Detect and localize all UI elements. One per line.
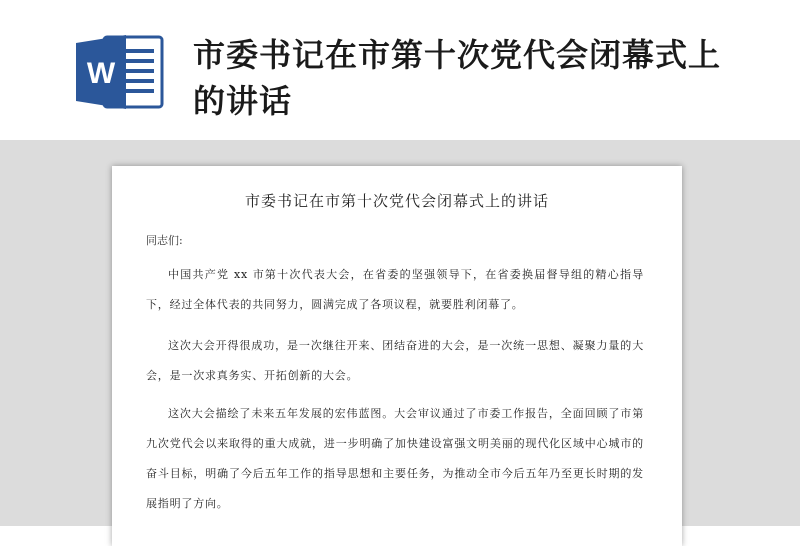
page-title: 市委书记在市第十次党代会闭幕式上的讲话	[193, 36, 722, 120]
document-paragraph: 中国共产党 xx 市第十次代表大会，在省委的坚强领导下，在省委换届督导组的精心指导下，经过全体代表的共同努力，圆满完成了各项议程，就要胜利闭幕了。	[146, 268, 644, 311]
word-icon-letter: W	[86, 57, 116, 90]
header	[0, 0, 800, 140]
document-title: 市委书记在市第十次党代会闭幕式上的讲话	[244, 192, 549, 210]
document-paragraph: 这次大会描绘了未来五年发展的宏伟蓝图。大会审议通过了市委工作报告，全面回顾了市第九次党代会以来取得的重大成就，进一步明确了加快建设富强文明美丽的现代化区域中心城市的奋斗目标，明确了今后五年工作的指导思想和主要任务，为推动全市今后五年乃至更长时期的发展指明了方向。	[146, 407, 644, 510]
document-greeting: 同志们:	[146, 234, 183, 247]
word-document-icon	[76, 33, 164, 111]
document-paragraph: 这次大会开得很成功，是一次继往开来、团结奋进的大会，是一次统一思想、凝聚力量的大会，是一次求真务实、开拓创新的大会。	[146, 339, 644, 382]
document-page	[112, 166, 682, 546]
